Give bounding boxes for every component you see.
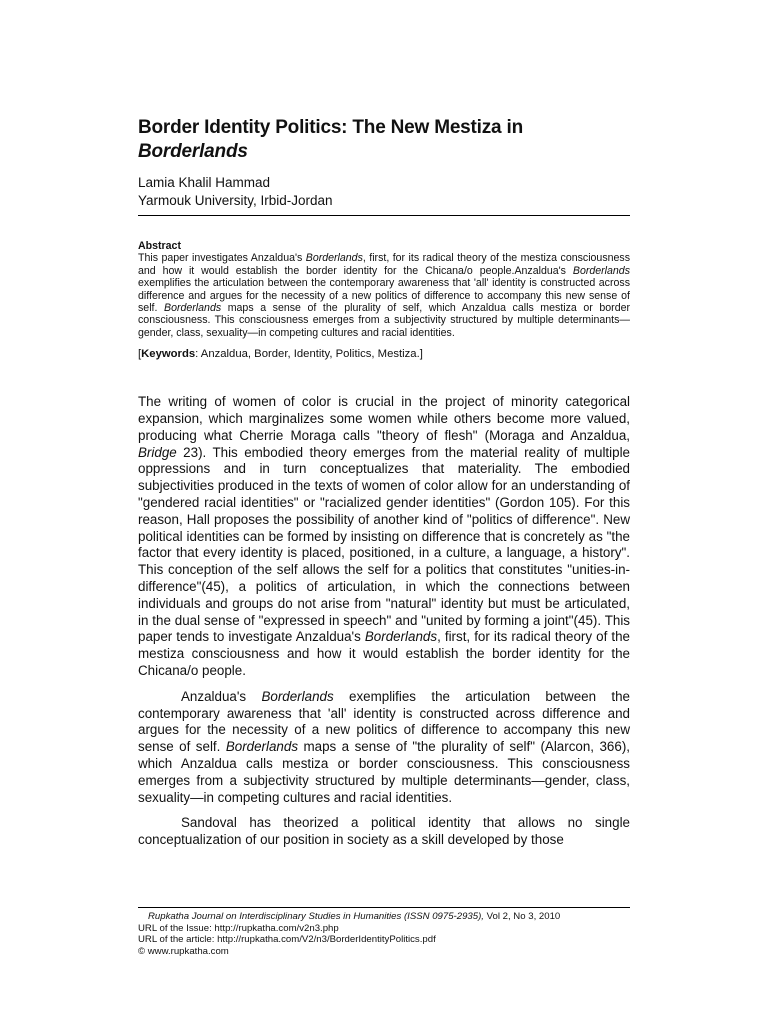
keywords-label: Keywords — [141, 348, 196, 361]
body-paragraph-2 — [138, 689, 630, 807]
abstract-heading: Abstract — [138, 240, 181, 252]
body-text-part: The writing of women of color is crucial in the project of minority categorical expansion, which marginalizes some women while others become more valued, producing what Cherrie Moraga calls "theory of flesh" (Moraga and Anzaldua, — [138, 394, 630, 443]
body-text-part: , first, for its radical theory of the mestiza consciousness and how it would establish the border identity for the Chicana/o people. — [138, 629, 630, 678]
paper-page — [138, 116, 630, 849]
title-line-2: Borderlands — [138, 141, 248, 162]
abstract-text-part: exemplifies the articulation between the contemporary awareness that 'all' identity is constructed across difference and argues for the necessity of a new politics of difference to accompany this new sense of self. — [138, 277, 630, 315]
body-italic-title: Borderlands — [364, 629, 438, 645]
keywords-list: : Anzaldua, Border, Identity, Politics, Mestiza.] — [195, 348, 423, 361]
abstract-italic-title: Borderlands — [164, 302, 222, 315]
body-text-part: Sandoval has theorized a political identity that allows no single conceptualization of our position in society as a skill developed by those — [138, 815, 630, 848]
paper-title — [138, 116, 630, 164]
abstract-text-part: This paper investigates Anzaldua's — [138, 252, 306, 265]
abstract-italic-title: Borderlands — [572, 264, 630, 277]
abstract-text-part: maps a sense of the plurality of self, which Anzaldua calls mestiza or border consciousness. This consciousness emerges from a subjectivity structured by multiple determinants—gender, class, sexuality—in competing cultures and racial identities. — [138, 302, 631, 339]
title-line-1: Border Identity Politics: The New Mestiza in — [138, 117, 523, 138]
body-text-part: 23). This embodied theory emerges from the material reality of multiple oppressions and in turn conceptualizes that materiality. The embodied subjectivities produced in the texts of women of color allow for an understanding of "gendered racial identities" or "racialized gender identities" (Gordon 105). For this reason, Hall proposes the possibility of another kind of "politics of difference". New political identities can be formed by insisting on difference that is concretely as "the factor that every identity is placed, positioned, in a culture, a language, a history". This conception of the self allows the self for a politics that constitutes "unities-in-difference"(45), a politics of articulation, in which the connections between individuals and groups do not arise from "natural" identity but must be articulated, in the dual sense of "expressed in speech" and "united by forming a joint"(45). This paper tends to investigate Anzaldua's — [138, 444, 630, 645]
footer-journal-name: Rupkatha Journal on Interdisciplinary Studies in Humanities (ISSN 0975-2935), — [148, 911, 484, 922]
body-italic-title: Borderlands — [261, 688, 334, 704]
keywords-bracket: [ — [138, 348, 142, 361]
author-name: Lamia Khalil Hammad — [138, 175, 271, 190]
author-affiliation: Yarmouk University, Irbid-Jordan — [138, 193, 333, 208]
body-text-part: Anzaldua's — [181, 688, 262, 704]
footer-copyright: © www.rupkatha.com — [138, 945, 229, 957]
body-italic-title: Borderlands — [225, 739, 299, 755]
footer-journal-line — [138, 911, 630, 923]
abstract-text — [138, 252, 630, 339]
title-divider — [138, 215, 630, 216]
author-block — [138, 174, 630, 210]
body-paragraph-3 — [138, 815, 630, 849]
body-text-part: maps a sense of "the plurality of self" (Alarcon, 366), which Anzaldua calls mestiza or border consciousness. This consciousness emerges from a subjectivity structured by multiple determinants—gender, class, sexuality—in competing cultures and racial identities. — [138, 739, 630, 805]
footer-article-url: URL of the article: http://rupkatha.com/V2/n3/BorderIdentityPolitics.pdf — [138, 934, 436, 945]
body-text-part: exemplifies the articulation between the contemporary awareness that 'all' identity is constructed across difference and argues for the necessity of a new politics of difference to accompany this new sense of self. — [138, 688, 631, 755]
abstract-section — [138, 240, 630, 339]
footer-volume: Vol 2, No 3, 2010 — [483, 911, 561, 922]
abstract-italic-title: Borderlands — [305, 252, 363, 265]
journal-footer — [138, 907, 630, 957]
keywords-line — [138, 348, 630, 361]
body-text — [138, 394, 630, 849]
body-italic-title: Bridge — [138, 444, 177, 460]
body-paragraph-1 — [138, 394, 630, 680]
footer-issue-url: URL of the Issue: http://rupkatha.com/v2n3.php — [138, 922, 339, 934]
abstract-text-part: , first, for its radical theory of the mestiza consciousness and how it would establish the border identity for the Chicana/o people.Anzaldua's — [138, 252, 631, 277]
